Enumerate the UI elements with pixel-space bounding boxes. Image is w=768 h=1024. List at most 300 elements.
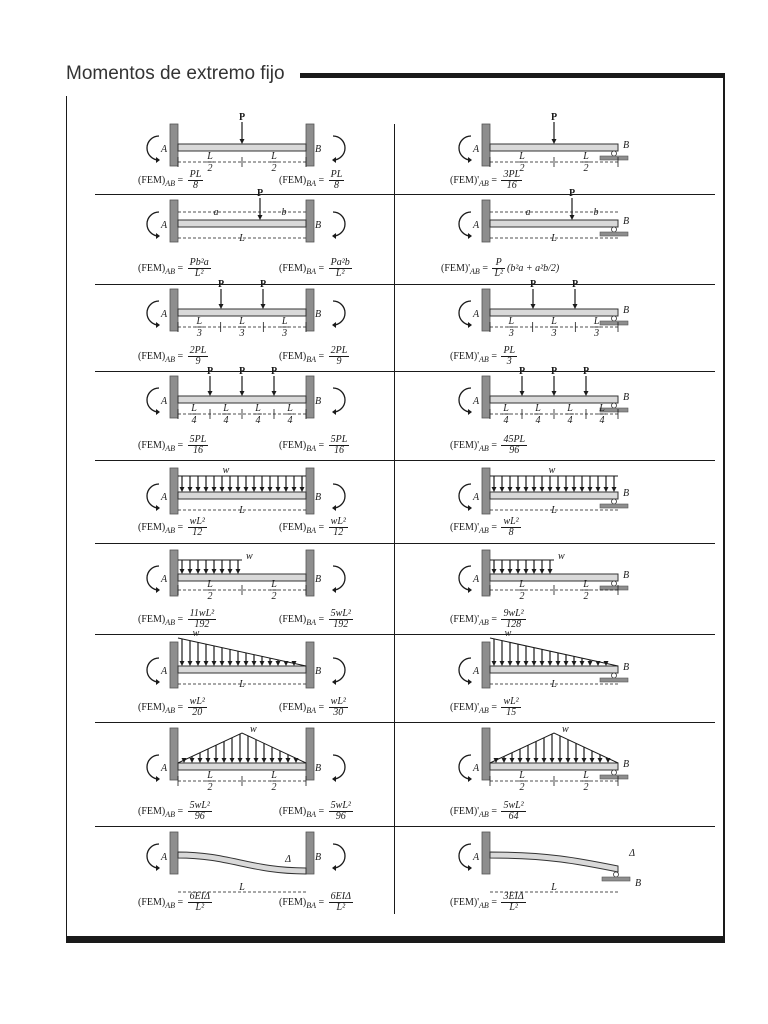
fixed-support: [482, 124, 490, 166]
moment-arrow: [459, 566, 471, 590]
moment-arrow-head: [332, 233, 336, 239]
load-label-P: P: [568, 188, 576, 199]
dimension-label: 2: [271, 163, 277, 174]
load-label-w: w: [250, 724, 257, 735]
arrow-head: [236, 661, 241, 666]
roller-support: [612, 581, 617, 586]
dimension-label: L: [271, 151, 277, 162]
formula-fraction: [188, 517, 207, 538]
arrow-head: [564, 661, 569, 666]
moment-arrow-head: [156, 233, 160, 239]
formula-fraction: [329, 892, 353, 913]
load-label-w: w: [548, 465, 556, 476]
load-label-w: w: [246, 551, 253, 562]
row-separator: [95, 460, 715, 461]
equals-sign: =: [488, 896, 500, 908]
formula-prefix: (FEM): [279, 701, 307, 713]
arrow-head: [190, 758, 195, 763]
dimension-label: 3: [594, 328, 600, 339]
title-rule: [300, 73, 725, 78]
formula-fem-ab: [138, 517, 207, 538]
arrow-head: [548, 487, 553, 492]
fraction-numerator: 9wL²: [503, 608, 524, 619]
fraction-numerator: 5PL: [330, 434, 348, 445]
support-label-B: B: [622, 488, 630, 499]
equals-sign: =: [488, 521, 500, 533]
arrow-head: [272, 391, 277, 396]
formula-prefix: (FEM): [279, 174, 307, 186]
dimension-label-a: a: [213, 207, 219, 218]
row-separator: [95, 194, 715, 195]
formula-fem-ba: [279, 517, 348, 538]
dimension-label: L: [207, 579, 213, 590]
dimension-label: L: [551, 316, 557, 327]
formula-fem-ba: [279, 801, 353, 822]
formula-fem-ab: [138, 170, 203, 191]
arrow-head: [548, 661, 553, 666]
fraction-denominator: 3: [506, 356, 512, 367]
arrow-head: [558, 758, 563, 763]
dimension-label: L: [503, 403, 509, 414]
moment-arrow-head: [468, 679, 472, 685]
beam: [490, 574, 618, 581]
moment-arrow: [459, 136, 471, 160]
arrow-head: [582, 758, 587, 763]
dimension-label: 4: [503, 415, 509, 426]
formula-subscript: AB: [165, 900, 176, 910]
arrow-head: [219, 304, 224, 309]
support-label-A: A: [160, 852, 168, 863]
arrow-head: [492, 487, 497, 492]
dimension-label: L: [519, 151, 525, 162]
moment-arrow: [147, 755, 159, 779]
formula-prefix: (FEM): [138, 262, 166, 274]
formula-fem-ab-prime: [450, 892, 526, 913]
fraction-denominator: 128: [506, 619, 522, 630]
dimension-label: L: [271, 579, 277, 590]
fraction-denominator: 9: [336, 356, 342, 367]
formula-fraction: [329, 801, 353, 822]
load-label-w: w: [504, 628, 512, 639]
formula-fem-ba: [279, 697, 348, 718]
formula-subscript: AB: [479, 705, 489, 715]
support-label-B: B: [622, 662, 630, 673]
moment-arrow-head: [332, 157, 336, 163]
formula-prefix: (FEM)': [450, 805, 480, 817]
fraction-numerator: wL²: [189, 696, 205, 707]
equals-sign: =: [175, 701, 186, 713]
arrow-head: [518, 758, 523, 763]
dimension-label: L: [207, 151, 213, 162]
column-divider: [394, 124, 395, 914]
dimension-label: L: [583, 770, 589, 781]
arrow-head: [212, 487, 217, 492]
arrow-head: [261, 304, 266, 309]
moment-arrow-head: [156, 322, 160, 328]
arrow-head: [204, 487, 209, 492]
fraction-numerator: 5wL²: [189, 800, 210, 811]
fixed-support: [482, 642, 490, 688]
arrow-head: [252, 487, 257, 492]
arrow-head: [204, 569, 209, 574]
equals-sign: =: [316, 521, 327, 533]
formula-subscript: AB: [479, 354, 489, 364]
support-label-A: A: [160, 144, 168, 155]
formula-prefix: (FEM): [138, 896, 166, 908]
arrow-head: [590, 758, 595, 763]
arrow-head: [214, 758, 219, 763]
fraction-denominator: 16: [506, 180, 517, 191]
load-label-w: w: [192, 628, 200, 639]
arrow-head: [612, 487, 617, 492]
fraction-denominator: L²: [336, 902, 346, 913]
fraction-denominator: 64: [508, 811, 519, 822]
dimension-label: L: [551, 882, 557, 893]
support-label-B: B: [622, 216, 630, 227]
moment-arrow: [147, 484, 159, 508]
dimension-label: 4: [567, 415, 573, 426]
moment-arrow-head: [156, 157, 160, 163]
load-label-P: P: [550, 112, 558, 123]
support-label-B: B: [314, 144, 322, 155]
fixed-support: [306, 200, 314, 242]
formula-fraction: [501, 697, 520, 718]
formula-fraction: [329, 346, 350, 367]
moment-arrow-head: [332, 505, 336, 511]
equals-sign: =: [488, 174, 500, 186]
support-label-B: B: [314, 574, 322, 585]
dimension-label: L: [239, 505, 245, 516]
arrow-head: [492, 661, 497, 666]
arrow-head: [240, 391, 245, 396]
formula-subscript: AB: [479, 617, 489, 627]
formula-prefix: (FEM): [279, 521, 307, 533]
formula-fem-ba: [279, 435, 349, 456]
fraction-denominator: 96: [194, 811, 205, 822]
arrow-head: [196, 661, 201, 666]
formula-subscript: AB: [165, 705, 176, 715]
dimension-label: L: [567, 403, 573, 414]
formula-fem-ba: [279, 892, 353, 913]
support-label-A: A: [160, 492, 168, 503]
arrow-head: [556, 661, 561, 666]
support-label-A: A: [472, 574, 480, 585]
arrow-head: [276, 487, 281, 492]
arrow-head: [526, 758, 531, 763]
fraction-numerator: 5PL: [189, 434, 207, 445]
arrow-head: [268, 661, 273, 666]
arrow-head: [188, 661, 193, 666]
dimension-label: L: [196, 316, 203, 327]
fixed-support: [170, 289, 178, 331]
arrow-head: [180, 487, 185, 492]
formula-subscript: BA: [306, 178, 317, 188]
equals-sign: =: [316, 350, 327, 362]
moment-arrow-head: [332, 587, 336, 593]
arrow-head: [220, 569, 225, 574]
dimension-label: 2: [271, 782, 277, 793]
formula-subscript: AB: [165, 266, 176, 276]
fraction-numerator: PL: [503, 345, 516, 356]
arrow-head: [270, 758, 275, 763]
formula-fem-ab-prime: [450, 801, 526, 822]
fixed-support: [170, 468, 178, 514]
roller-support: [612, 227, 617, 232]
moment-arrow: [333, 755, 345, 779]
load-label-P: P: [259, 279, 267, 290]
formula-prefix: (FEM): [138, 805, 166, 817]
support-label-A: A: [472, 492, 480, 503]
formula-prefix: (FEM)': [441, 262, 471, 274]
dimension-label: 4: [191, 415, 197, 426]
moment-arrow: [333, 136, 345, 160]
fraction-numerator: wL²: [189, 516, 205, 527]
support-label-A: A: [472, 144, 480, 155]
load-label-P: P: [238, 366, 246, 377]
load-label-w: w: [222, 465, 230, 476]
beam: [178, 492, 306, 499]
dimension-label: L: [255, 403, 261, 414]
formula-subscript: BA: [306, 354, 317, 364]
dimension-label: 2: [271, 591, 277, 602]
arrow-head: [208, 391, 213, 396]
formula-prefix: (FEM)': [450, 174, 480, 186]
fixed-support: [170, 200, 178, 242]
formula-fraction: [329, 435, 350, 456]
support-label-B: B: [622, 305, 630, 316]
fraction-denominator: 192: [333, 619, 349, 630]
moment-arrow-head: [156, 409, 160, 415]
support-label-A: A: [472, 666, 480, 677]
fraction-denominator: 12: [192, 527, 203, 538]
fixed-support: [306, 376, 314, 418]
roller-base: [600, 586, 628, 590]
support-label-B: B: [314, 763, 322, 774]
arrow-head: [532, 487, 537, 492]
formula-fraction: [188, 346, 209, 367]
support-label-B: B: [634, 878, 642, 889]
arrow-head: [556, 487, 561, 492]
arrow-head: [532, 661, 537, 666]
dimension-label-b: b: [593, 207, 599, 218]
load-label-w: w: [558, 551, 565, 562]
formula-subscript: BA: [306, 705, 317, 715]
fraction-numerator: Pb²a: [189, 257, 209, 268]
moment-arrow: [459, 755, 471, 779]
moment-arrow-head: [332, 776, 336, 782]
beam: [490, 763, 618, 770]
formula-prefix: (FEM): [279, 896, 307, 908]
dimension-label: L: [271, 770, 277, 781]
formula-fem-ab-prime: [450, 170, 522, 191]
dimension-label: 3: [508, 328, 514, 339]
formula-fem-ab-prime: [450, 697, 521, 718]
roller-support: [612, 316, 617, 321]
formula-fraction: [188, 258, 211, 279]
formula-fraction: [188, 892, 212, 913]
load-label-P: P: [238, 112, 246, 123]
moment-arrow: [147, 212, 159, 236]
delta-label: Δ: [629, 848, 635, 859]
load-label-P: P: [571, 279, 579, 290]
arrow-head: [254, 758, 259, 763]
support-label-A: A: [472, 763, 480, 774]
fraction-numerator: 6EIΔ: [189, 891, 210, 902]
formula-fraction: [188, 170, 204, 191]
formula-fem-ba: [279, 609, 353, 630]
arrow-head: [564, 487, 569, 492]
dimension-label: 4: [287, 415, 293, 426]
fraction-denominator: 96: [335, 811, 346, 822]
arrow-head: [580, 661, 585, 666]
support-label-A: A: [160, 396, 168, 407]
beam: [178, 574, 306, 581]
fixed-support: [482, 728, 490, 780]
moment-arrow-head: [332, 865, 336, 871]
dimension-label: L: [239, 233, 245, 244]
arrow-head: [260, 487, 265, 492]
fraction-numerator: PL: [189, 169, 202, 180]
dimension-label: L: [551, 505, 557, 516]
formula-prefix: (FEM): [138, 350, 166, 362]
support-label-A: A: [160, 763, 168, 774]
fraction-denominator: 30: [333, 707, 344, 718]
load-label-P: P: [582, 366, 590, 377]
dimension-label: 3: [196, 328, 202, 339]
arrow-head: [500, 487, 505, 492]
load-label-P: P: [206, 366, 214, 377]
formula-subscript: AB: [470, 266, 480, 276]
arrow-head: [552, 139, 557, 144]
arrow-head: [294, 758, 299, 763]
beam: [178, 144, 306, 151]
fraction-denominator: 9: [195, 356, 201, 367]
fraction-denominator: 16: [192, 445, 203, 456]
arrow-head: [572, 487, 577, 492]
formula-fem-ba: [279, 258, 352, 279]
equals-sign: =: [175, 350, 186, 362]
fraction-numerator: 6EIΔ: [330, 891, 351, 902]
equals-sign: =: [175, 174, 186, 186]
formula-fraction: [501, 609, 525, 630]
arrow-head: [244, 661, 249, 666]
support-label-A: A: [160, 309, 168, 320]
arrow-head: [260, 661, 265, 666]
fixed-support: [170, 642, 178, 688]
formula-fraction: [188, 801, 212, 822]
formula-fraction: [501, 170, 522, 191]
arrow-head: [258, 215, 263, 220]
arrow-head: [596, 661, 601, 666]
equals-sign: =: [175, 805, 186, 817]
arrow-head: [572, 661, 577, 666]
formula-subscript: AB: [165, 443, 176, 453]
formula-subscript: AB: [165, 178, 176, 188]
formula-fem-ab: [138, 346, 208, 367]
beam: [178, 763, 306, 770]
moment-arrow: [333, 658, 345, 682]
dimension-label: L: [519, 579, 525, 590]
arrow-head: [588, 661, 593, 666]
dimension-label: 2: [519, 163, 525, 174]
formula-subscript: AB: [479, 178, 489, 188]
formula-fraction: [329, 517, 348, 538]
beam: [490, 492, 618, 499]
arrow-head: [550, 758, 555, 763]
fixed-support: [170, 832, 178, 874]
fraction-denominator: 20: [192, 707, 203, 718]
support-label-B: B: [314, 396, 322, 407]
formula-prefix: (FEM)': [450, 896, 480, 908]
arrow-head: [252, 661, 257, 666]
dimension-label: L: [239, 316, 245, 327]
moment-arrow-head: [468, 157, 472, 163]
dimension-label: L: [551, 679, 557, 690]
equals-sign: =: [316, 613, 327, 625]
arrow-head: [268, 487, 273, 492]
arrow-head: [540, 569, 545, 574]
dimension-label: 3: [551, 328, 557, 339]
arrow-head: [516, 487, 521, 492]
formula-prefix: (FEM): [279, 805, 307, 817]
arrow-head: [212, 661, 217, 666]
equals-sign: =: [488, 613, 500, 625]
fraction-numerator: 5wL²: [503, 800, 524, 811]
fraction-denominator: 96: [509, 445, 520, 456]
arrow-head: [516, 569, 521, 574]
moment-arrow-head: [156, 505, 160, 511]
beam: [490, 309, 618, 316]
formula-prefix: (FEM): [279, 262, 307, 274]
formula-subscript: BA: [306, 900, 317, 910]
row-separator: [95, 826, 715, 827]
formula-subscript: AB: [479, 525, 489, 535]
arrow-head: [246, 758, 251, 763]
formula-fraction: [188, 697, 207, 718]
formula-fem-ab: [138, 697, 207, 718]
support-label-B: B: [314, 220, 322, 231]
load-label-P: P: [256, 188, 264, 199]
moment-arrow: [147, 388, 159, 412]
equals-sign: =: [316, 174, 327, 186]
formula-subscript: BA: [306, 617, 317, 627]
formula-fraction: [329, 170, 345, 191]
load-label-P: P: [217, 279, 225, 290]
dimension-label: 2: [207, 782, 213, 793]
arrow-head: [278, 758, 283, 763]
fraction-numerator: wL²: [503, 516, 519, 527]
arrow-head: [220, 487, 225, 492]
roller-base: [600, 775, 628, 779]
moment-arrow-head: [156, 865, 160, 871]
fraction-numerator: 2PL: [189, 345, 207, 356]
arrow-head: [531, 304, 536, 309]
dimension-label: 2: [583, 163, 589, 174]
beam: [178, 309, 306, 316]
arrow-head: [552, 391, 557, 396]
support-label-B: B: [314, 492, 322, 503]
arrow-head: [573, 304, 578, 309]
arrow-head: [534, 758, 539, 763]
arrow-head: [520, 391, 525, 396]
formula-subscript: AB: [479, 443, 489, 453]
fraction-numerator: Pa²b: [330, 257, 350, 268]
formula-fem-ba: [279, 170, 344, 191]
deflected-beam: [490, 852, 618, 872]
equals-sign: =: [175, 521, 186, 533]
moment-arrow: [147, 301, 159, 325]
support-label-B: B: [622, 570, 630, 581]
